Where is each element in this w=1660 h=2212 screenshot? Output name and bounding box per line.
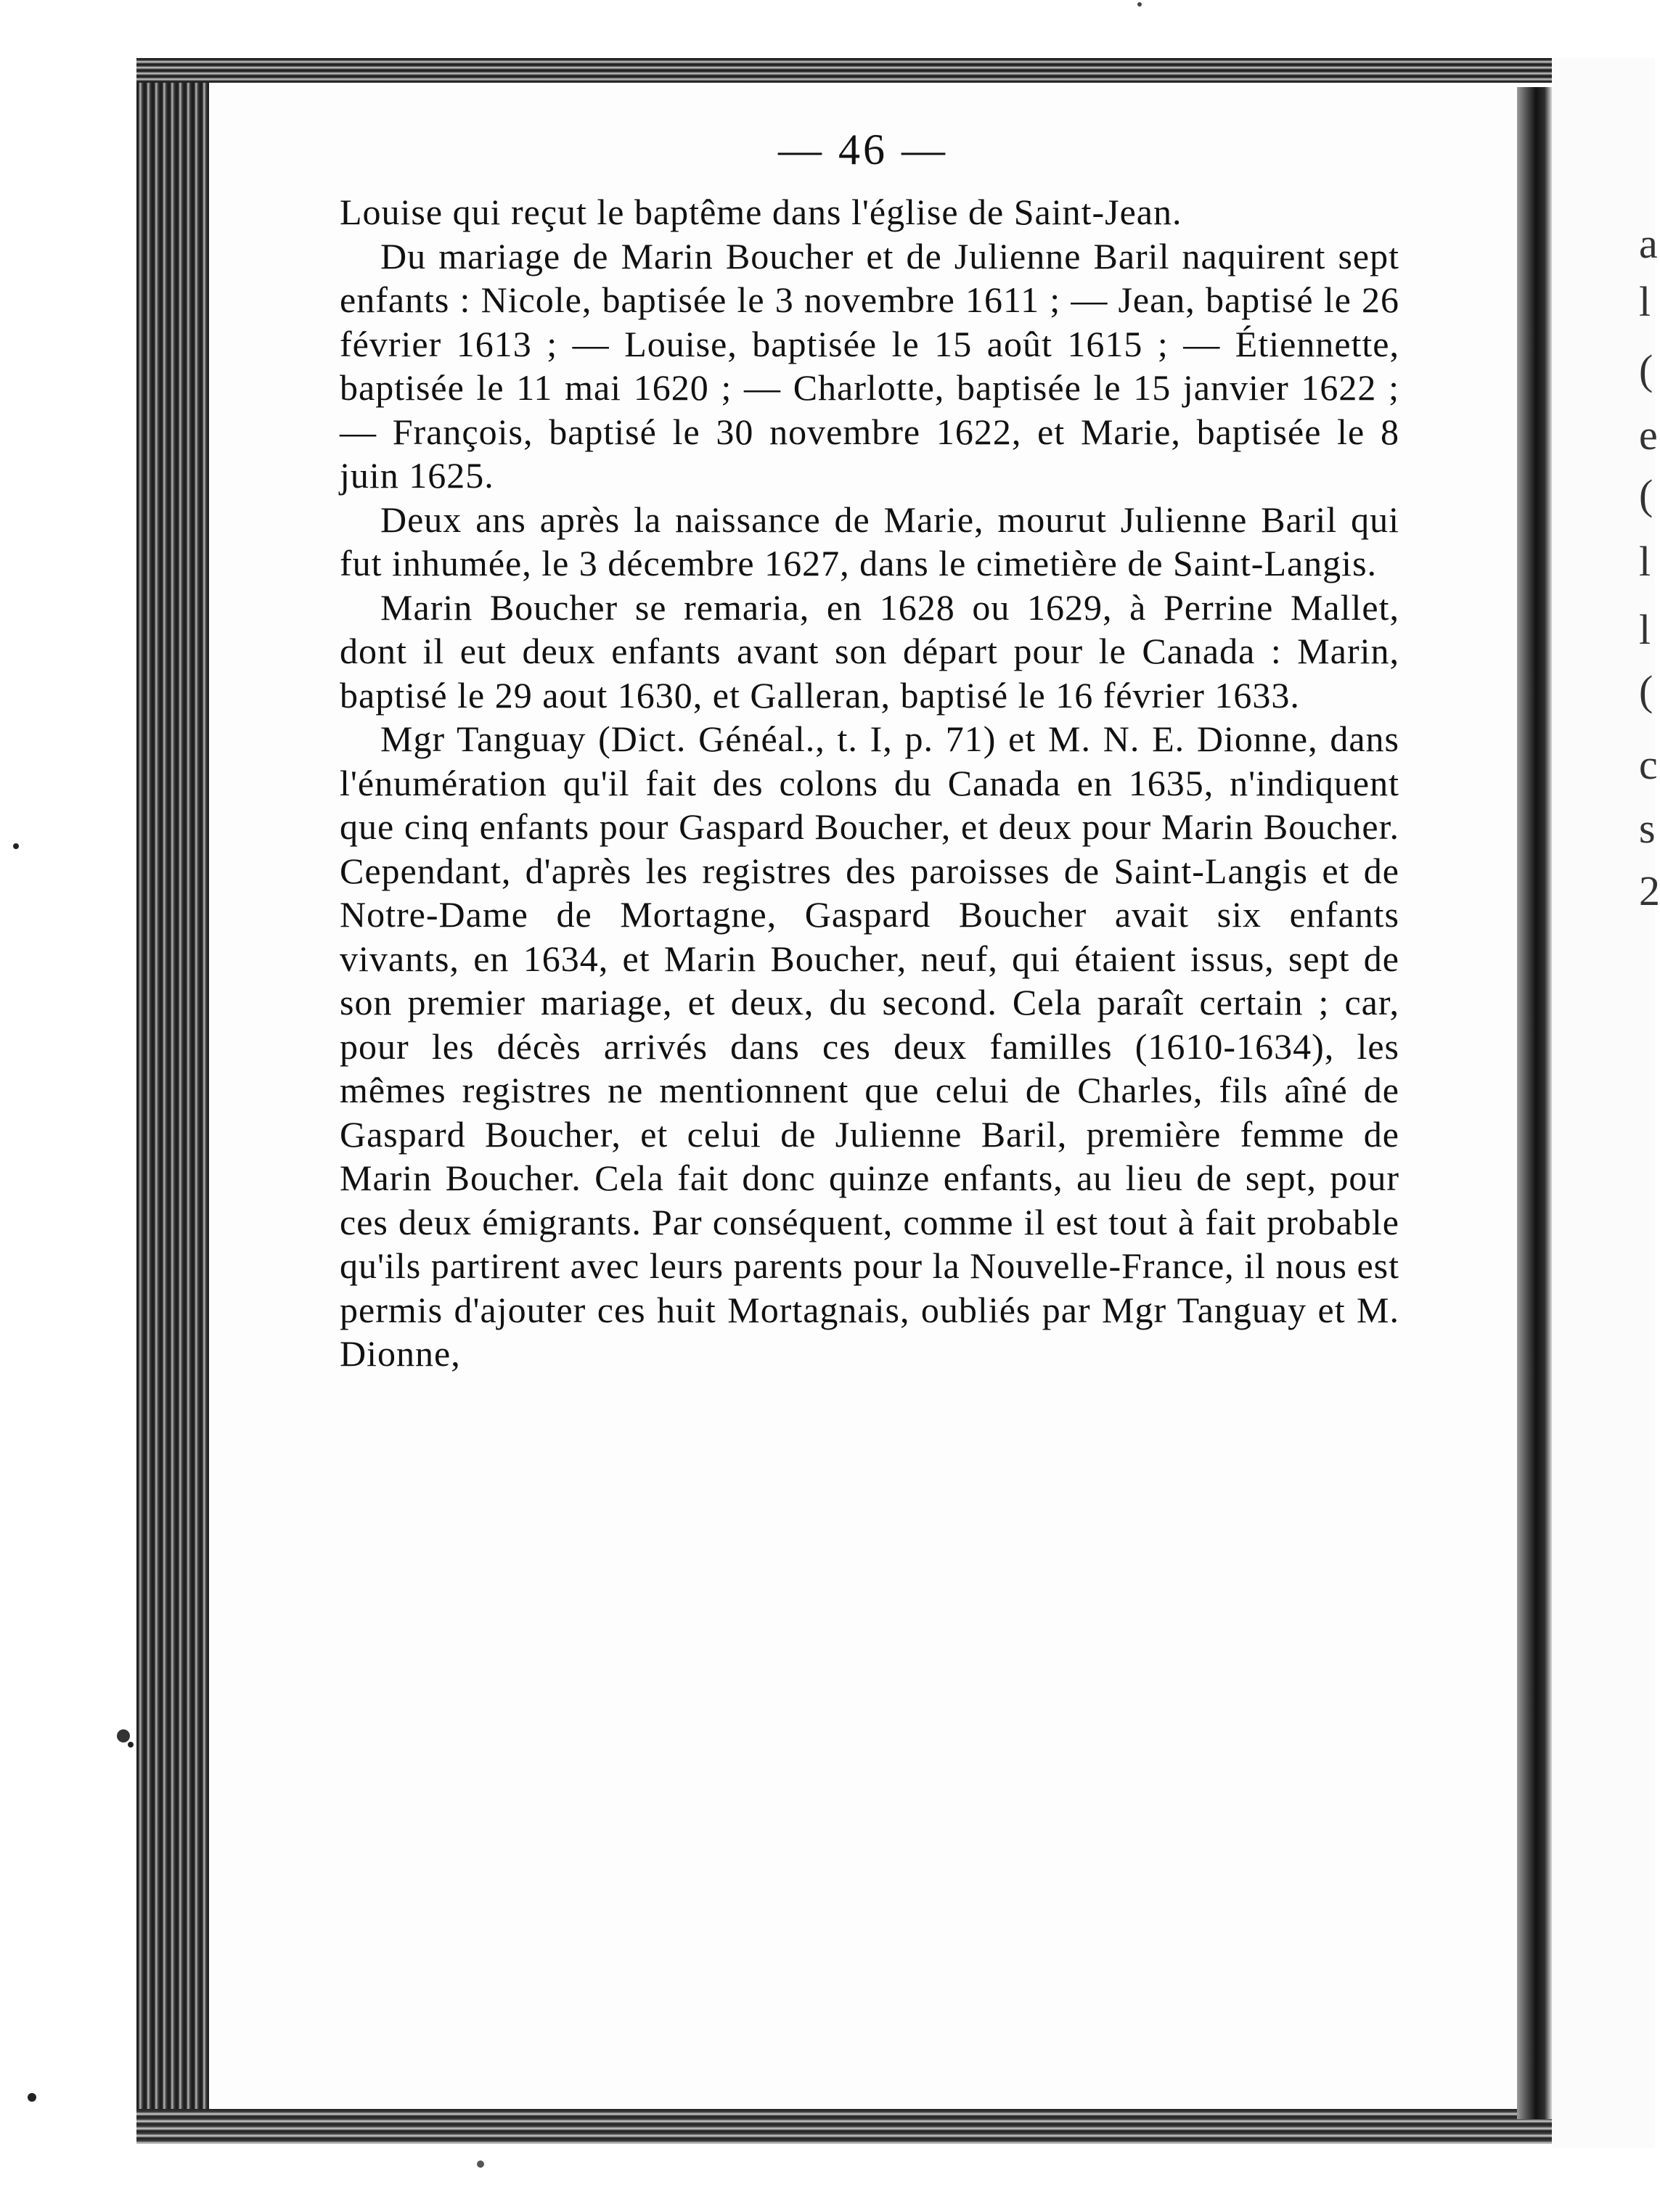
- paragraph: Louise qui reçut le baptême dans l'église de Saint-Jean.: [340, 192, 1182, 232]
- book-edge-left: [136, 58, 209, 2112]
- facing-page-edge: [1552, 58, 1660, 2148]
- paragraph: Mgr Tanguay (Dict. Généal., t. I, p. 71) et M. N. E. Dionne, dans l'énumération qu'il fait des colons du Canada en 1635, n'indiquent que cinq enfants pour Gaspard Boucher, et deux pour Marin Boucher. Cependant, d'après les registres des paroisses de Saint-Langis et de Notre-Dame de Mortagne, Gaspard Boucher avait six enfants vivants, en 1634, et Marin Boucher, neuf, qui étaient issus, sept de son premier mariage, et deux, du second. Cela paraît certain ; car, pour les décès arrivés dans ces deux familles (1610-1634), les mêmes registres ne mentionnent que celui de Charles, fils aîné de Gaspard Boucher, et celui de Julienne Baril, première femme de Marin Boucher. Cela fait donc quinze enfants, au lieu de sept, pour ces deux émigrants. Par conséquent, comme il est tout à fait probable qu'ils partirent avec leurs parents pour la Nouvelle-France, il nous est permis d'ajouter ces huit Mortagnais, oubliés par Mgr Tanguay et M. Dionne,: [340, 718, 1399, 1374]
- paragraph: Deux ans après la naissance de Marie, mourut Julienne Baril qui fut inhumée, le 3 décembre 1627, dans le cimetière de Saint-Langis.: [340, 499, 1399, 583]
- facing-page-fragment: c: [1639, 741, 1658, 788]
- book-page: [209, 83, 1517, 2109]
- facing-page-fragment: (: [1639, 471, 1653, 518]
- facing-page-fragment: e: [1639, 411, 1658, 459]
- facing-page-fragment: 2: [1639, 867, 1660, 914]
- facing-page-fragment: (: [1639, 667, 1653, 714]
- page-body-text: [340, 190, 1399, 1376]
- facing-page-fragment: (: [1639, 346, 1653, 393]
- facing-page-fragment: l: [1639, 278, 1651, 325]
- facing-page-fragment: l: [1639, 606, 1651, 653]
- book-edge-bottom: [136, 2109, 1552, 2144]
- paragraph: Du mariage de Marin Boucher et de Julienne Baril naquirent sept enfants : Nicole, baptisée le 3 novembre 1611 ; — Jean, baptisé le 26 février 1613 ; — Louise, baptisée le 15 août 1615 ; — Étiennette, baptisée le 11 mai 1620 ; — Charlotte, baptisée le 15 janvier 1622 ; — François, baptisé le 30 novembre 1622, et Marie, baptisée le 8 juin 1625.: [340, 235, 1399, 496]
- paragraph: Marin Boucher se remaria, en 1628 ou 1629, à Perrine Mallet, dont il eut deux enfants avant son départ pour le Canada : Marin, baptisé le 29 aout 1630, et Galleran, baptisé le 16 février 1633.: [340, 586, 1399, 716]
- facing-page-fragment: a: [1639, 220, 1658, 267]
- book-edge-top: [136, 58, 1552, 83]
- book-gutter-right: [1517, 87, 1552, 2119]
- page-number: — 46 —: [778, 126, 948, 173]
- facing-page-fragment: s: [1639, 805, 1656, 852]
- facing-page-fragment: l: [1639, 538, 1651, 585]
